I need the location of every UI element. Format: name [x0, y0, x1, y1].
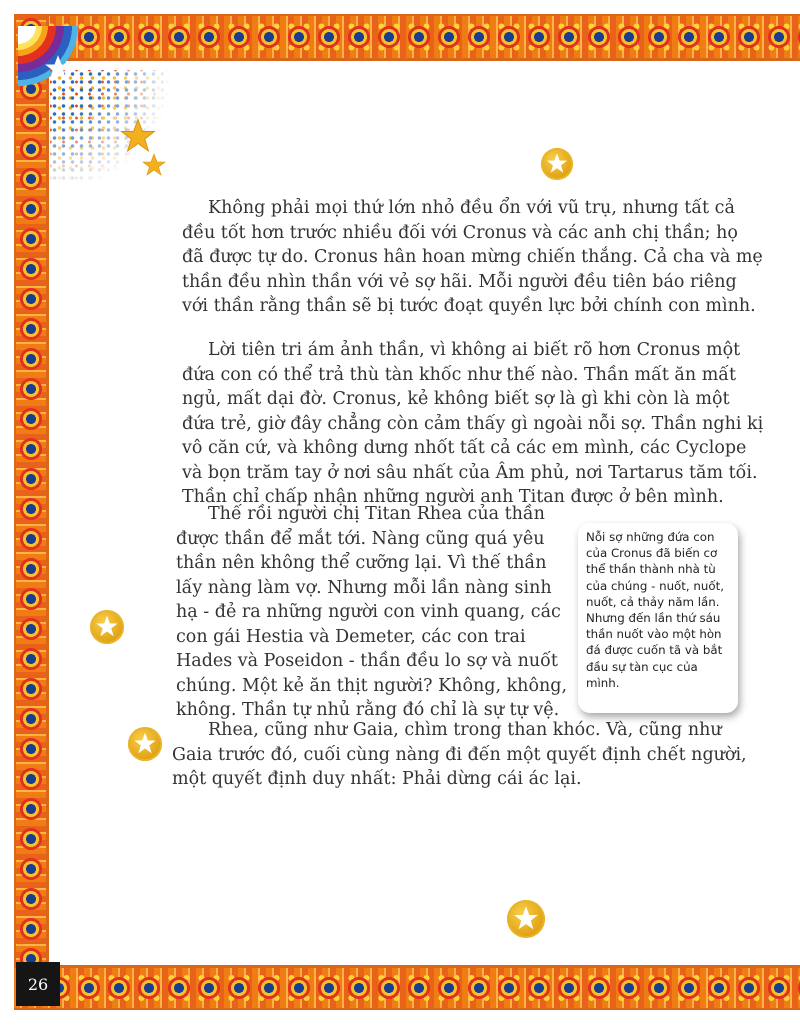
ornate-border-left: [14, 14, 49, 1004]
paragraph-4: Rhea, cũng như Gaia, chìm trong than khóc. Và, cũng như Gaia trước đó, cuối cùng nàng đi đến một quyết định chết người, một quyết định duy nhất: Phải dừng cái ác lại.: [172, 720, 747, 789]
ornate-border-top: [14, 14, 800, 61]
star-badge-icon: [507, 900, 545, 938]
star-icon: [44, 54, 72, 82]
paragraph-2: Lời tiên tri ám ảnh thần, vì không ai biết rõ hơn Cronus một đứa con có thể trả thù tàn khốc như thế nào. Thần mất ăn mất ngủ, mất dại đờ. Cronus, kẻ không biết sợ là gì khi còn là một đứa trẻ, giờ đây chẳng còn cảm thấy gì ngoài nỗi sợ. Thần nghi kị vô căn cứ, và không dưng nhốt tất cả các em mình, các Cyclope và bọn trăm tay ở nơi sâu nhất của Âm phủ, nơi Tartarus tăm tối. Thần chỉ chấp nhận những người anh Titan được ở bên mình.: [182, 340, 764, 507]
star-badge-icon: [541, 148, 573, 180]
callout-box: [578, 523, 738, 713]
star-badge-icon: [128, 727, 162, 761]
page-number: [16, 962, 60, 1006]
callout-text: Nỗi sợ những đứa con của Cronus đã biến cơ thể thần thành nhà tù của chúng - nuốt, nuốt, nuốt, cả thảy năm lần. Nhưng đến lần thứ sáu thần nuốt vào một hòn đá được cuốn tã và bắt đầu sự tàn cục của mình.: [586, 530, 724, 690]
star-icon: [120, 118, 156, 154]
paragraph-1: Không phải mọi thứ lớn nhỏ đều ổn với vũ trụ, nhưng tất cả đều tốt hơn trước nhiều đối với Cronus và các anh chị thần; họ đã được tự do. Cronus hân hoan mừng chiến thắng. Cả cha và mẹ thần đều nhìn thần với vẻ sợ hãi. Mỗi người đều tiên báo riêng với thần rằng thần sẽ bị tước đoạt quyền lực bởi chính con mình.: [182, 198, 763, 316]
star-badge-icon: [90, 610, 124, 644]
star-icon: [142, 153, 166, 177]
ornate-border-bottom: [14, 965, 800, 1010]
paragraph-3: Thế rồi người chị Titan Rhea của thần được thần để mắt tới. Nàng cũng quá yêu thần nên không thể cưỡng lại. Vì thế thần lấy nàng làm vợ. Nhưng mỗi lần nàng sinh hạ - đẻ ra những người con vinh quang, các con gái Hestia và Demeter, các con trai Hades và Poseidon - thần đều lo sợ và nuốt chúng. Một kẻ ăn thịt người? Không, không, không. Thần tự nhủ rằng đó chỉ là sự tự vệ.: [176, 504, 568, 720]
page-number-text: 26: [27, 974, 49, 994]
